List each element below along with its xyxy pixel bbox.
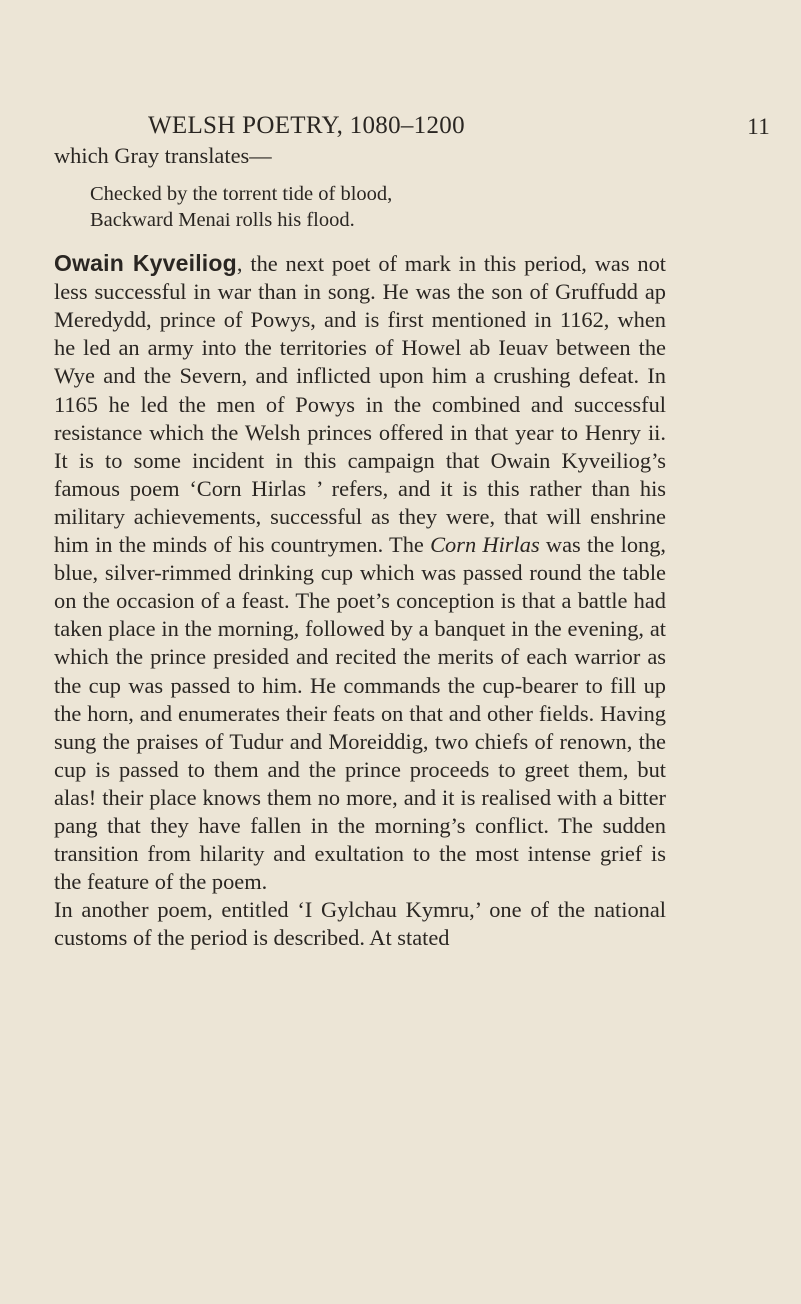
body-text: [54, 142, 666, 952]
italic-title-corn-hirlas: Corn Hirlas: [430, 532, 540, 558]
intro-line: which Gray translates—: [54, 143, 272, 168]
verse-line-1: Checked by the torrent tide of blood,: [90, 183, 393, 206]
paragraph-heading-name: Owain Kyveiliog: [54, 250, 237, 277]
verse-line-2: Backward Menai rolls his flood.: [90, 209, 355, 232]
paragraph-text-part-1: , the next poet of mark in this period, was not less successful in war than in song. He was the son of Gruffudd ap Meredydd, prince of Powys, and is first mentioned in 1162, when he led an army into the territories of Howel ab Ieuav between the Wye and the Severn, and inflicted upon him a crushing defeat. In 1165 he led the men of Powys in the combined and successful resistance which the Welsh princes offered in that year to Henry ii. It is to some incident in this campaign that Owain Kyveiliog’s famous poem ‘Corn Hirlas ’ refers, and it is this rather than his military achievements, successful as they were, that will enshrine him in the minds of his countrymen. The: [54, 251, 667, 558]
page-number: 11: [747, 114, 770, 139]
paragraph-text-part-2: was the long, blue, silver-rimmed drinking cup which was passed round the table on the occasion of a feast. The poet’s conception is that a battle had taken place in the morning, followed by a banquet in the evening, at which the prince presided and recited the merits of each warrior as the cup was passed to him. He commands the cup-bearer to fill up the horn, and enumerates their feats on that and other fields. Having sung the praises of Tudur and Moreiddig, two chiefs of renown, the cup is passed to them and the prince proceeds to greet them, but alas! their place knows them no more, and it is realised with a bitter pang that they have fallen in the morning’s conflict. The sudden transition from hilarity and exultation to the most intense grief is the feature of the poem.: [54, 532, 667, 895]
running-title: WELSH POETRY, 1080–1200: [148, 112, 465, 139]
paragraph-owain-kyveiliog: [54, 249, 666, 896]
running-head: [90, 112, 770, 146]
verse-quotation: [90, 181, 666, 233]
paragraph-gylchau-kymru: In another poem, entitled ‘I Gylchau Kymru,’ one of the national customs of the period is described. At stated: [54, 897, 666, 951]
